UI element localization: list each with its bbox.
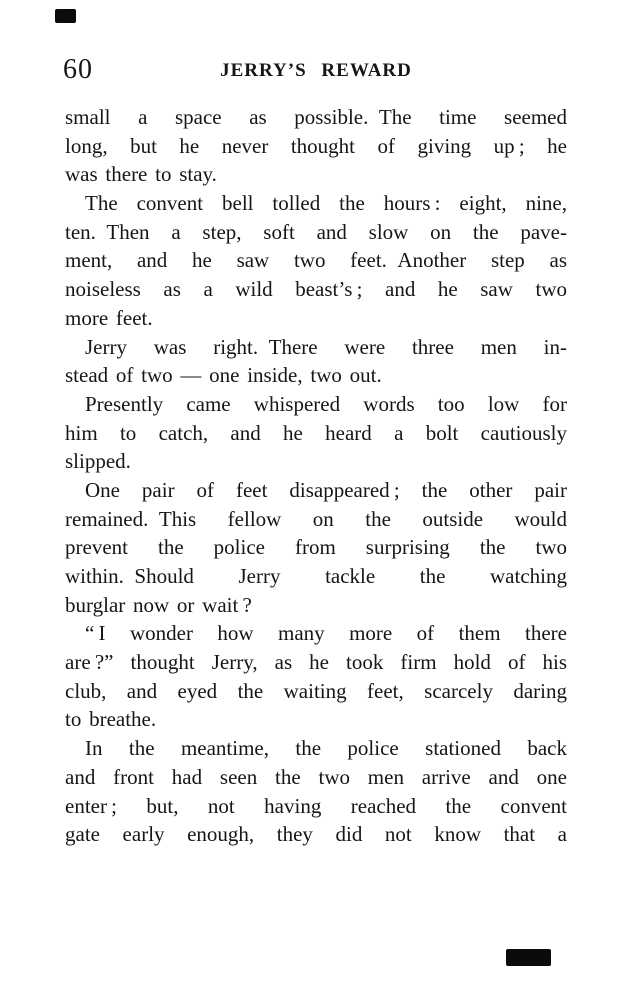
text-line: within. Should Jerry tackle the watching: [65, 564, 567, 588]
text-line: gate early enough, they did not know that a: [65, 822, 567, 847]
page-text: [65, 103, 567, 849]
text-line: ment, and he saw two feet. Another step as: [65, 248, 567, 273]
text-line: burglar now or wait ?: [65, 592, 252, 617]
page-number: 60: [63, 54, 93, 85]
text-line: enter ; but, not having reached the convent: [65, 793, 567, 818]
text-line: small a space as possible. The time seemed: [65, 105, 567, 129]
text-line: long, but he never thought of giving up ; he: [65, 133, 567, 158]
text-line: In the meantime, the police stationed back: [85, 736, 567, 761]
text-line: ten. Then a step, soft and slow on the pave-: [65, 219, 567, 244]
text-line: noiseless as a wild beast’s ; and he saw two: [65, 277, 567, 302]
text-line: Presently came whispered words too low for: [85, 391, 567, 416]
scan-artifact: [506, 949, 551, 966]
scan-artifact: [55, 9, 76, 23]
text-line: slipped.: [65, 449, 131, 474]
text-line: club, and eyed the waiting feet, scarcely daring: [65, 678, 567, 703]
text-line: stead of two — one inside, two out.: [65, 363, 382, 388]
text-line: and front had seen the two men arrive and one: [65, 764, 567, 789]
text-line: Jerry was right. There were three men in-: [85, 334, 567, 359]
text-line: was there to stay.: [65, 162, 217, 187]
text-line: more feet.: [65, 305, 153, 330]
text-line: him to catch, and he heard a bolt cautiously: [65, 420, 567, 445]
text-line: to breathe.: [65, 707, 157, 732]
text-line: prevent the police from surprising the two: [65, 535, 567, 560]
text-line: One pair of feet disappeared ; the other pair: [85, 477, 567, 502]
text-line: “ I wonder how many more of them there: [85, 621, 567, 646]
running-title: JERRY’S REWARD: [220, 60, 412, 81]
text-line: The convent bell tolled the hours : eight, nine,: [85, 191, 567, 216]
text-line: are ?” thought Jerry, as he took firm hold of his: [65, 650, 567, 675]
text-line: remained. This fellow on the outside would: [65, 506, 567, 531]
